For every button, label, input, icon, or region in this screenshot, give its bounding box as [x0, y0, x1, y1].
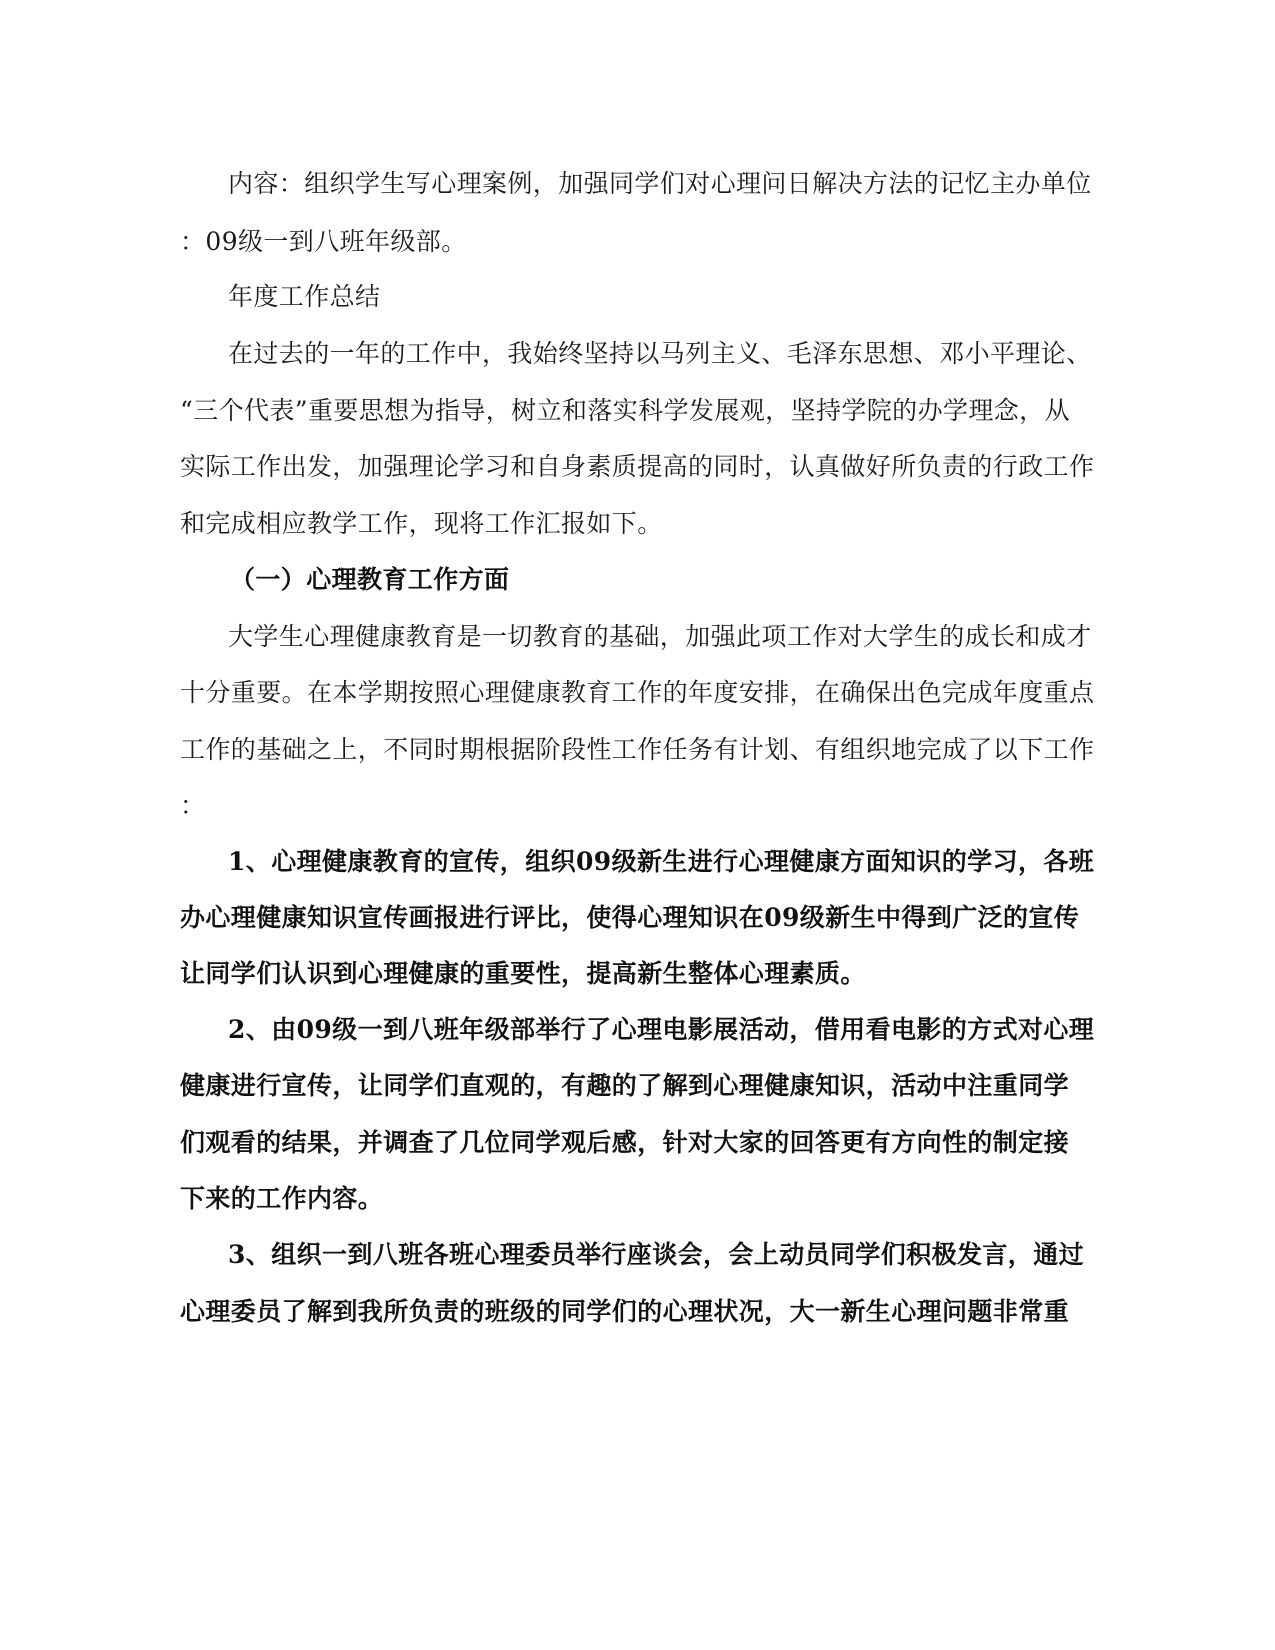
- list-item-line: 健康进行宣传，让同学们直观的，有趣的了解到心理健康知识，活动中注重同学: [180, 1071, 1070, 1100]
- list-item-line: 下来的工作内容。: [180, 1184, 384, 1213]
- subsection-heading: （一）心理教育工作方面: [230, 565, 510, 594]
- paragraph-line: 和完成相应教学工作，现将工作汇报如下。: [180, 509, 663, 538]
- list-item-line: 1、心理健康教育的宣传，组织09级新生进行心理健康方面知识的学习，各班: [228, 847, 1095, 876]
- paragraph-line: 大学生心理健康教育是一切教育的基础，加强此项工作对大学生的成长和成才: [228, 622, 1092, 651]
- paragraph-line: 在过去的一年的工作中，我始终坚持以马列主义、毛泽东思想、邓小平理论、: [228, 339, 1092, 368]
- list-item-line: 们观看的结果，并调查了几位同学观后感，针对大家的回答更有方向性的制定接: [180, 1128, 1070, 1157]
- paragraph-line: 十分重要。在本学期按照心理健康教育工作的年度安排，在确保出色完成年度重点: [180, 678, 1095, 707]
- list-item-line: 办心理健康知识宣传画报进行评比，使得心理知识在09级新生中得到广泛的宣传: [180, 903, 1080, 932]
- paragraph-line: 工作的基础之上，不同时期根据阶段性工作任务有计划、有组织地完成了以下工作: [180, 735, 1095, 764]
- paragraph-line: ：: [180, 791, 206, 820]
- list-item-line: 让同学们认识到心理健康的重要性，提高新生整体心理素质。: [180, 959, 866, 988]
- paragraph-line: “三个代表”重要思想为指导，树立和落实科学发展观，坚持学院的办学理念，从: [180, 396, 1070, 425]
- section-heading: 年度工作总结: [228, 282, 381, 311]
- list-item-line: 心理委员了解到我所负责的班级的同学们的心理状况，大一新生心理问题非常重: [180, 1297, 1070, 1326]
- list-item-line: 3、组织一到八班各班心理委员举行座谈会，会上动员同学们积极发言，通过: [228, 1240, 1084, 1269]
- paragraph-line: ：09级一到八班年级部。: [180, 227, 467, 256]
- paragraph-line: 实际工作出发，加强理论学习和自身素质提高的同时，认真做好所负责的行政工作: [180, 452, 1095, 481]
- paragraph-line: 内容：组织学生写心理案例，加强同学们对心理问日解决方法的记忆主办单位: [228, 169, 1092, 198]
- list-item-line: 2、由09级一到八班年级部举行了心理电影展活动，借用看电影的方式对心理: [228, 1015, 1095, 1044]
